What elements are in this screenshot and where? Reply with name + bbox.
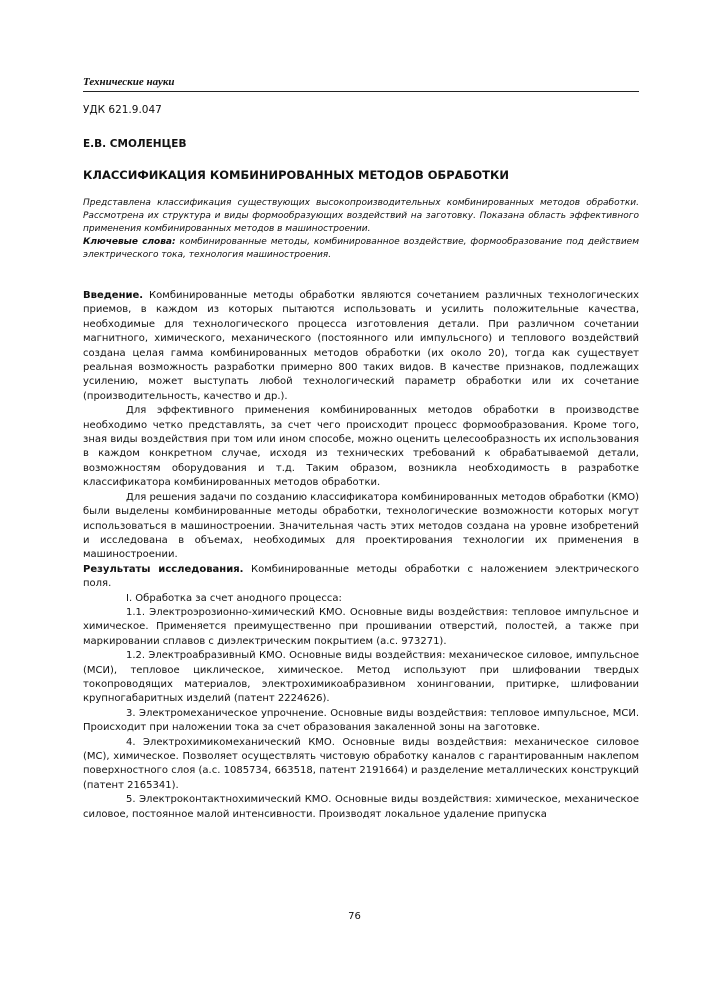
udk-code: УДК 621.9.047 [83, 104, 162, 116]
intro-heading: Введение. [83, 290, 144, 301]
list-item-1-2: 1.2. Электроабразивный КМО. Основные виды воздействия: механическое силовое, импульсное (МСИ), тепловое циклическое, химическое. Метод используют при шлифовании твердых токопроводящих материалов, электрохимикоабразивном хонинговании, притирке, шлифовании крупногабаритных изделий (патент 2224626). [83, 650, 639, 705]
intro-paragraph [83, 289, 639, 404]
journal-section-header: Технические науки [83, 76, 175, 88]
list-item-5: 5. Электроконтактнохимический КМО. Основные виды воздействия: химическое, механическое силовое, постоянное малой интенсивности. Производят локальное удаление припуска [83, 794, 639, 820]
keywords-text: комбинированные методы, комбинированное воздействие, формообразование под действием электрического тока, технология машиностроения. [83, 237, 640, 260]
keywords-label: Ключевые слова: [83, 237, 176, 247]
results-text: Комбинированные методы обработки с наложением электрического поля. [83, 563, 639, 590]
author-name: Е.В. СМОЛЕНЦЕВ [83, 138, 187, 150]
paragraph-3: Для решения задачи по созданию классификатора комбинированных методов обработки (КМО) были выделены комбинированные методы обработки, технологические возможности которых могут использоваться в машиностроении. Значительная часть этих методов создана на уровне изобретений и исследована в объемах, необходимых для проектирования технологии их применения в машиностроении. [83, 491, 639, 561]
article-title: КЛАССИФИКАЦИЯ КОМБИНИРОВАННЫХ МЕТОДОВ ОБРАБОТКИ [83, 168, 509, 182]
results-heading: Результаты исследования. [83, 563, 244, 575]
paragraph-2: Для эффективного применения комбинированных методов обработки в производстве необходимо четко представлять, за счет чего происходит процесс формообразования. Кроме того, зная виды воздействия при том или ином способе, можно оценить целесообразность их использования в каждом конкретном случае, исходя из технических требований к обрабатываемой детали, возможностям оборудования и т.д. Таким образом, возникла необходимость в разработке классификатора комбинированных методов обработки. [83, 405, 639, 489]
list-item-I: I. Обработка за счет анодного процесса: [126, 592, 342, 604]
page-number: 76 [348, 911, 361, 922]
results-paragraph [83, 563, 639, 592]
list-item-4: 4. Электрохимикомеханический КМО. Основные виды воздействия: механическое силовое (МС), химическое. Позволяет осуществлять чистовую обработку каналов с гарантированным наклепом поверхностного слоя (а.с. 1085734, 663518, патент 2191664) и разделение металлических конструкций (патент 2165341). [83, 736, 639, 791]
list-item-3: 3. Электромеханическое упрочнение. Основные виды воздействия: тепловое импульсное, МСИ. Происходит при наложении тока за счет образования закаленной зоны на заготовке. [83, 707, 639, 734]
intro-text: Комбинированные методы обработки являются сочетанием различных технологических приемов, в каждом из которых пытаются использовать и усилить положительные качества, необходимые для технологического процесса изготовления детали. При различном сочетании магнитного, химического, механического (постоянного или импульсного) и теплового воздействий создана целая гамма комбинированных методов обработки (их около 20), тогда как существует реальная возможность разработки примерно 800 таких видов. В качестве признаков, подлежащих усилению, может выступать любой технологический параметр обработки или их сочетание (производительность, качество и др.). [83, 290, 639, 402]
abstract [83, 197, 639, 262]
list-item-1-1: 1.1. Электроэрозионно-химический КМО. Основные виды воздействия: тепловое импульсное и химическое. Применяется преимущественно при прошивании отверстий, полостей, а также при маркировании сплавов с диэлектрическим покрытием (а.с. 973271). [83, 606, 639, 647]
keywords [83, 236, 639, 262]
article-body [83, 289, 639, 822]
abstract-text: Представлена классификация существующих высокопроизводительных комбинированных методов обработки. Рассмотрена их структура и виды формообразующих воздействий на заготовку. Показана область эффективного применения комбинированных методов в машиностроении. [83, 198, 639, 234]
header-rule [83, 91, 639, 92]
